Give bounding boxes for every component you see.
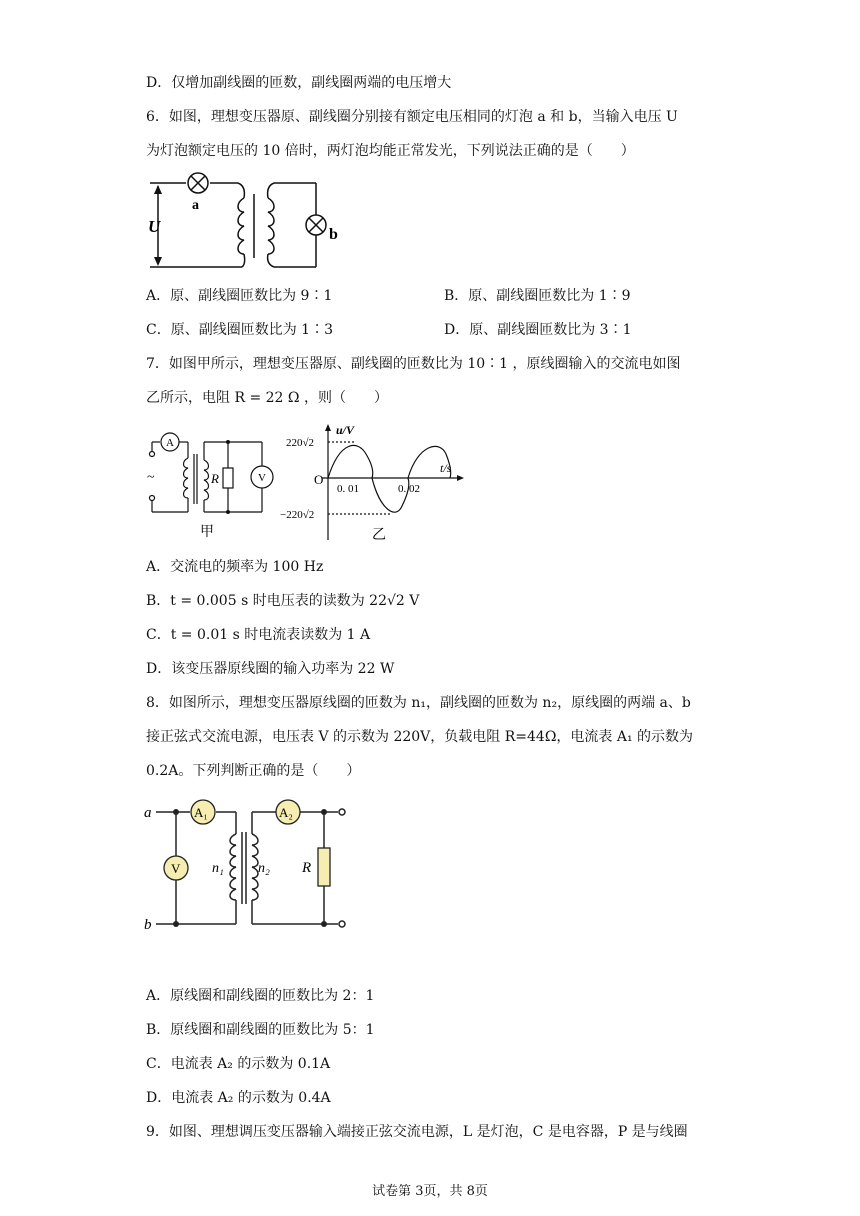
y-min-label: −220√2 (280, 509, 315, 521)
q5-option-d: D．仅增加副线圈的匝数，副线圈两端的电压增大 (146, 75, 452, 91)
y-axis-label: u/V (336, 423, 355, 437)
q8-option-a: A．原线圈和副线圈的匝数比为 2：1 (146, 988, 375, 1004)
q6-circuit-figure (140, 172, 360, 272)
x-axis-arrow-icon (457, 475, 464, 481)
q8-option-d: D．电流表 A₂ 的示数为 0.4A (146, 1090, 331, 1106)
q7-figure (140, 420, 470, 550)
voltmeter-label: V (258, 472, 266, 484)
page-footer: 试卷第 3页，共 8页 (372, 1184, 488, 1199)
q8-stem-line1: 8．如图所示，理想变压器原线圈的匝数为 n₁，副线圈的匝数为 n₂，原线圈的两端 a、b (146, 695, 691, 711)
a1-label: A₁ (194, 805, 208, 820)
tick-002: 0. 02 (398, 483, 420, 495)
y-axis-arrow-icon (325, 424, 331, 431)
q7-option-a: A．交流电的频率为 100 Hz (146, 559, 324, 575)
arrow-up-icon (154, 185, 162, 194)
n2-label: n₂ (258, 861, 270, 876)
ammeter-label: A (166, 437, 174, 449)
q8-option-b: B．原线圈和副线圈的匝数比为 5：1 (146, 1022, 375, 1038)
ac-symbol: ~ (147, 470, 155, 485)
r-label: R (302, 860, 312, 876)
q8-stem-line3: 0.2A。下列判断正确的是（ ） (146, 763, 361, 779)
q6-stem-line2: 为灯泡额定电压的 10 倍时，两灯泡均能正常发光，下列说法正确的是（ ） (146, 143, 635, 159)
caption-jia: 甲 (200, 525, 214, 540)
q6-stem-line1: 6．如图，理想变压器原、副线圈分别接有额定电压相同的灯泡 a 和 b，当输入电压 U (146, 109, 678, 125)
q7-stem-line2: 乙所示，电阻 R = 22 Ω ，则（ ） (146, 390, 388, 406)
terminal-b: b (144, 917, 152, 933)
terminal-a: a (144, 805, 152, 821)
q8-circuit-figure (140, 798, 360, 938)
q7-option-b: B．t = 0.005 s 时电压表的读数为 22√2 V (146, 593, 420, 609)
q9-stem-line1: 9．如图、理想调压变压器输入端接正弦交流电源，L 是灯泡，C 是电容器，P 是与线圈 (146, 1124, 688, 1140)
resistor-label: R (211, 471, 219, 486)
label-u: U (148, 217, 161, 236)
n1-label: n₁ (212, 861, 224, 876)
a2-label: A₂ (279, 805, 293, 820)
label-b: b (329, 226, 338, 243)
resistor-r (318, 848, 330, 886)
origin-label: O (314, 472, 324, 487)
q7-stem-line1: 7．如图甲所示，理想变压器原、副线圈的匝数比为 10∶1 ，原线圈输入的交流电如图 (146, 356, 681, 372)
q8-option-c: C．电流表 A₂ 的示数为 0.1A (146, 1056, 331, 1072)
v-label: V (171, 861, 181, 876)
q6-option-c: C．原、副线圈匝数比为 1∶3 (146, 322, 333, 338)
q7-option-d: D．该变压器原线圈的输入功率为 22 W (146, 661, 395, 677)
x-axis-label: t/s (440, 461, 452, 475)
tick-001: 0. 01 (337, 483, 359, 495)
q6-option-b: B．原、副线圈匝数比为 1∶9 (444, 288, 631, 304)
caption-yi: 乙 (372, 528, 386, 543)
arrow-down-icon (154, 257, 162, 266)
q6-option-a: A．原、副线圈匝数比为 9∶1 (146, 288, 333, 304)
q7-option-c: C．t = 0.01 s 时电流表读数为 1 A (146, 627, 371, 643)
q6-option-d: D．原、副线圈匝数比为 3∶1 (444, 322, 632, 338)
y-max-label: 220√2 (286, 437, 315, 449)
q8-stem-line2: 接正弦式交流电源，电压表 V 的示数为 220V，负载电阻 R=44Ω，电流表 A₁ 的示数为 (146, 729, 694, 745)
label-a: a (192, 198, 199, 213)
